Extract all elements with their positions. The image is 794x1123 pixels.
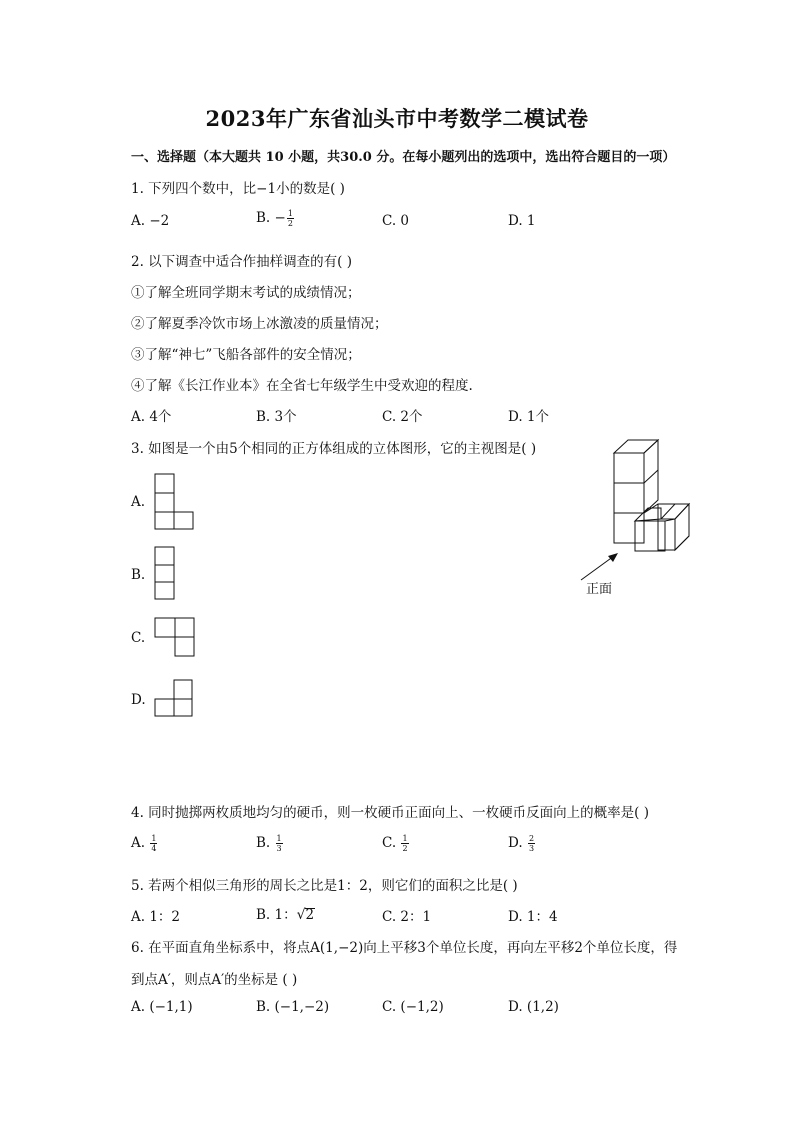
fraction-numerator: 1: [276, 834, 282, 843]
q5-option-b: [256, 903, 315, 923]
cube-face: [614, 513, 644, 543]
q4-option-d-fraction: [528, 834, 535, 853]
option-prefix: B. 1：: [256, 907, 297, 923]
fraction-denominator: 3: [528, 844, 535, 853]
q3-option-a-label: A.: [131, 494, 146, 510]
fraction-numerator: 1: [287, 209, 293, 218]
option-prefix: A.: [131, 835, 146, 851]
cube-side-face: [675, 504, 689, 550]
q3-option-b-label: B.: [131, 567, 146, 583]
q3-option-c-label: C.: [131, 630, 146, 646]
q6-option-d: D. (1,2): [508, 999, 559, 1015]
q4-option-c: [382, 834, 410, 853]
q1-option-b-prefix: B. −: [256, 210, 286, 226]
fraction-denominator: 2: [287, 219, 293, 228]
arrow-line: [581, 556, 614, 580]
q5-option-a: A. 1：2: [131, 909, 181, 925]
cube-top-face: [661, 504, 689, 519]
q2-item-1: ①了解全班同学期末考试的成绩情况；: [131, 285, 361, 301]
q5-stem: 5. 若两个相似三角形的周长之比是1：2，则它们的面积之比是( ): [131, 878, 518, 894]
q5-option-c: C. 2：1: [382, 909, 432, 925]
q5-option-d: D. 1：4: [508, 909, 558, 925]
cube-back: [658, 504, 689, 550]
q2-option-b: B. 3个: [256, 409, 297, 425]
fraction-denominator: 4: [151, 844, 157, 853]
q6-option-a: A. (−1,1): [131, 999, 193, 1015]
cube-face: [614, 483, 644, 513]
q4-option-a-fraction: [150, 834, 157, 853]
cube-front-face: [635, 521, 665, 551]
option-prefix: D.: [508, 835, 523, 851]
cube-face: [614, 453, 644, 483]
q2-option-d: D. 1个: [508, 409, 550, 425]
fraction-denominator: 3: [276, 844, 282, 853]
q3-option-d-label: D.: [131, 692, 146, 708]
cube-edge: [644, 470, 658, 483]
q2-item-2: ②了解夏季冷饮市场上冰激凌的质量情况；: [131, 316, 388, 332]
option-prefix: B.: [256, 835, 271, 851]
sqrt-radicand: 2: [305, 907, 315, 923]
fraction-numerator: 1: [402, 834, 408, 843]
q1-option-a: A. −2: [131, 213, 170, 229]
q4-option-a: [131, 834, 158, 853]
section-heading: 一、选择题（本大题共 10 小题，共30.0 分。在每小题列出的选项中，选出符合题目的一项）: [131, 150, 676, 165]
q3-stem: 3. 如图是一个由5个相同的正方体组成的立体图形，它的主视图是( ): [131, 441, 537, 457]
arrow-head-icon: [608, 553, 618, 562]
q4-option-b-fraction: [276, 834, 283, 853]
q4-option-c-fraction: [401, 834, 408, 853]
fraction-denominator: 2: [402, 844, 408, 853]
option-prefix: C.: [382, 835, 397, 851]
q1-option-d: D. 1: [508, 213, 536, 229]
q6-option-b: B. (−1,−2): [256, 999, 330, 1015]
front-view-label: 正面: [586, 582, 613, 597]
q6-option-c: C. (−1,2): [382, 999, 444, 1015]
q4-option-d: [508, 834, 536, 853]
fraction-numerator: 1: [151, 834, 157, 843]
page-title: 2023年广东省汕头市中考数学二模试卷: [205, 106, 589, 131]
q6-stem-line-1: 6. 在平面直角坐标系中，将点A(1,−2)向上平移3个单位长度，再向左平移2个单位长度，得: [131, 940, 678, 956]
q1-option-c: C. 0: [382, 213, 410, 229]
q4-option-b: [256, 834, 284, 853]
q2-item-4: ④了解《长江作业本》在全省七年级学生中受欢迎的程度.: [131, 378, 473, 394]
q6-stem-line-2: 到点A′，则点A′的坐标是 ( ): [131, 972, 298, 988]
sqrt-icon: √: [296, 907, 306, 923]
q2-option-a: A. 4个: [131, 409, 172, 425]
q1-stem: 1. 下列四个数中，比−1小的数是( ): [131, 181, 345, 197]
q2-stem: 2. 以下调查中适合作抽样调查的有( ): [131, 254, 352, 270]
q4-stem: 4. 同时抛掷两枚质地均匀的硬币，则一枚硬币正面向上、一枚硬币反面向上的概率是( ): [131, 805, 649, 821]
fraction-numerator: 2: [528, 834, 535, 843]
q2-item-3: ③了解“神七”飞船各部件的安全情况；: [131, 347, 361, 363]
q2-option-c: C. 2个: [382, 409, 423, 425]
